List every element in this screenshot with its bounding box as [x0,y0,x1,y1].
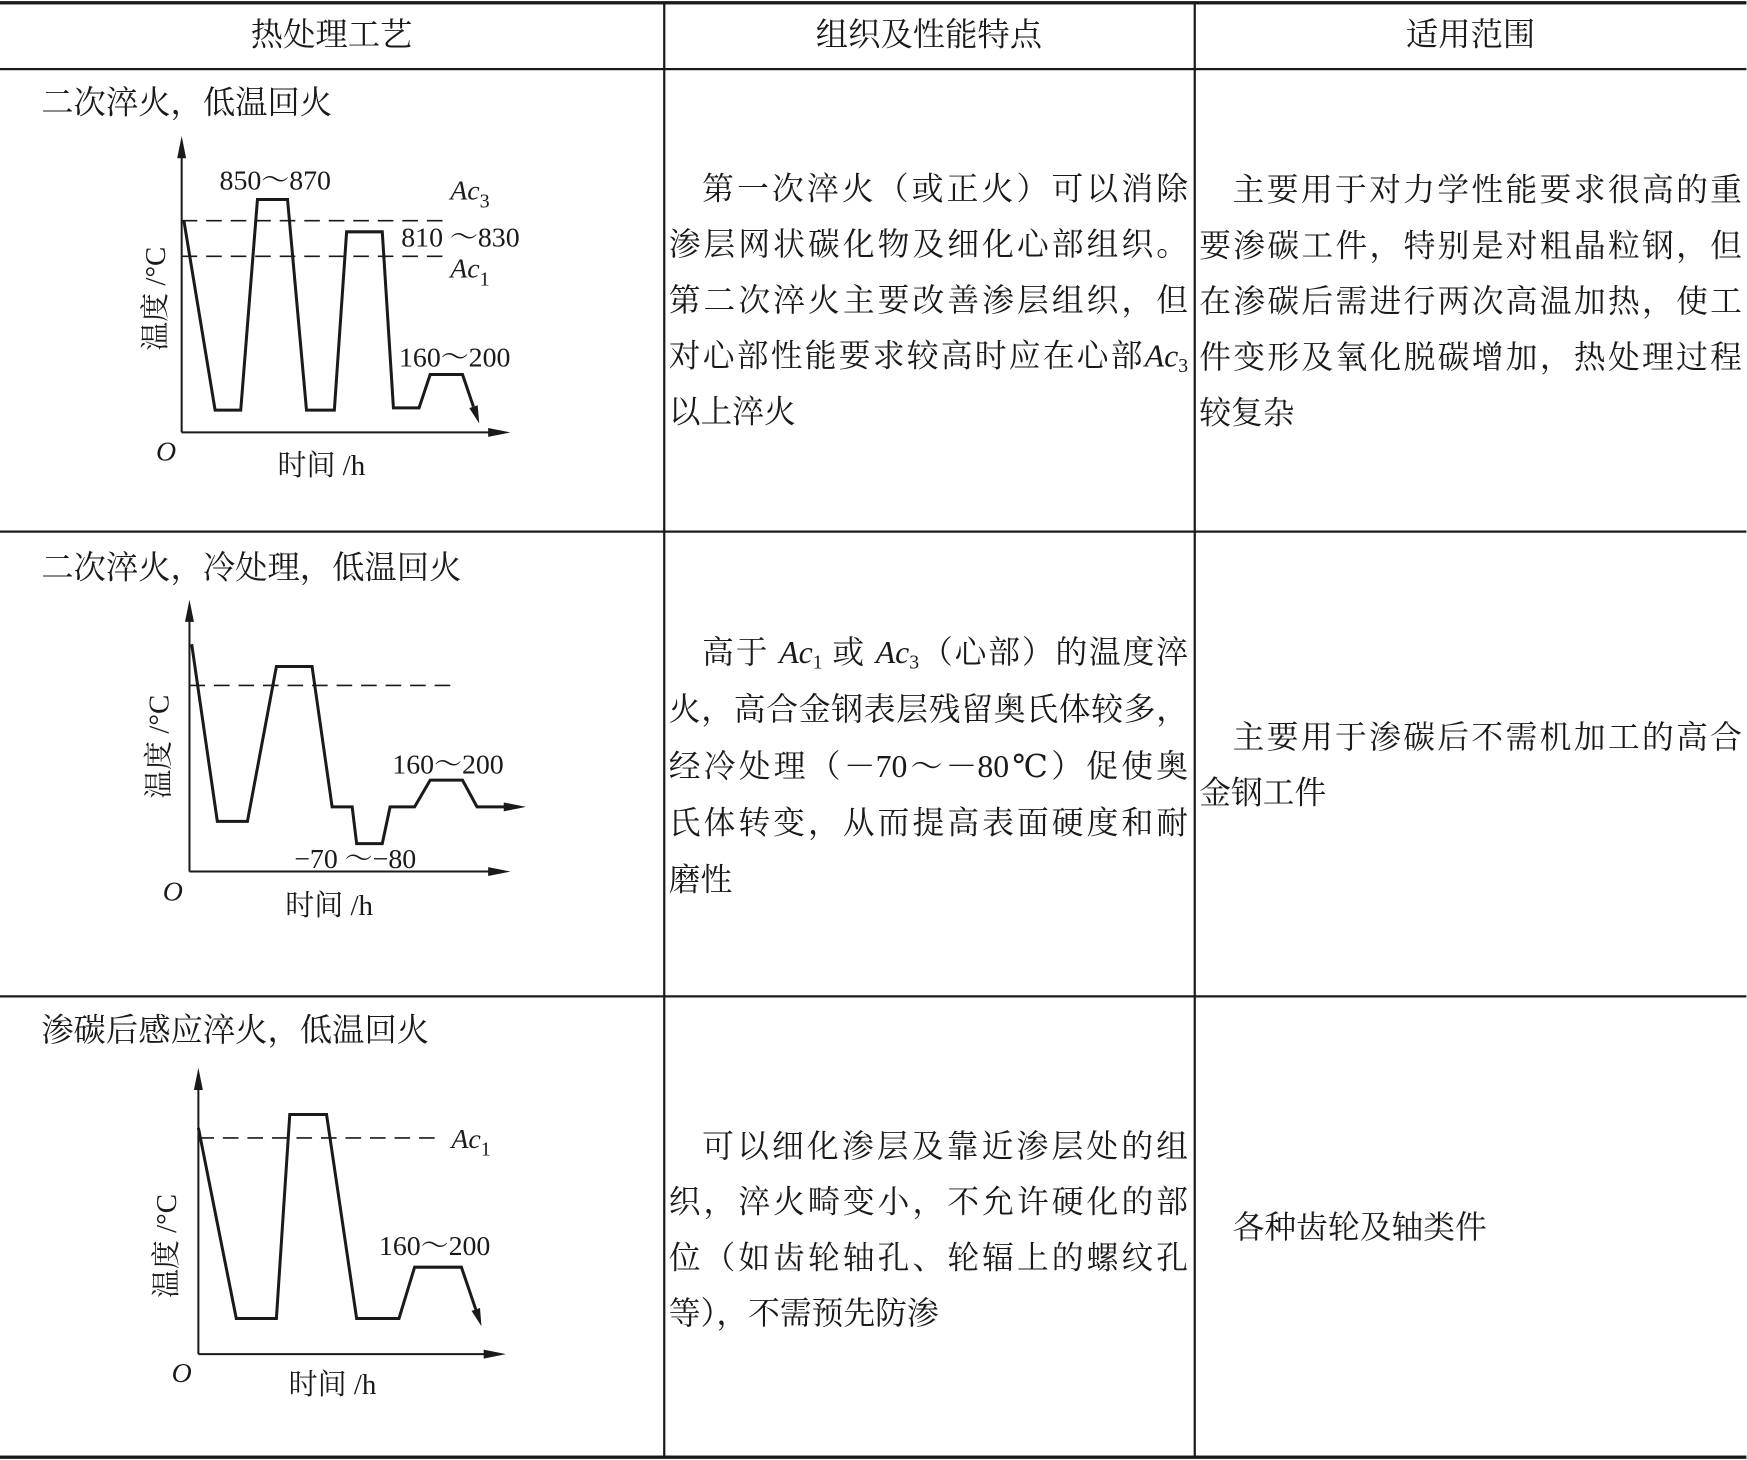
ac1-subscript: 1 [479,268,490,291]
text-line: 经冷处理（－70～－80℃）促使奥 [668,750,1189,785]
text-line: 主要用于对力学性能要求很高的重 [1232,173,1742,209]
y-axis-arrowhead [194,1068,203,1090]
curve-arrowhead [472,1308,482,1326]
curve-arrowhead [469,405,479,423]
ac-symbol: Ac [1144,339,1179,375]
features-cell [669,163,1188,442]
features-cell [669,625,1188,909]
text-segment: （心部）的温度淬 [919,636,1189,671]
scope-cell [1199,164,1742,443]
x-axis-arrowhead [484,1350,506,1359]
ac-subscript: 3 [1178,354,1189,377]
ac3-subscript: 3 [479,190,490,213]
y-axis-arrowhead [185,600,194,622]
process-title: 渗碳后感应淬火，低温回火 [41,1013,430,1049]
temper-temp-label: 160～200 [398,342,511,374]
ac-subscript: 3 [909,650,920,674]
column-divider [663,2,665,1456]
text-segment: 对心部性能要求较高时应在心部 [668,339,1145,375]
text-line: 火，高合金钢表层残留奥氏体较多， [668,693,1189,728]
ac1-subscript: 1 [480,1138,491,1161]
process-title: 二次淬火，低温回火 [41,85,333,122]
text-line: 在渗碳后需进行两次高温加热，使工 [1199,285,1742,320]
text-segment: 或 [832,636,866,671]
features-cell [669,1120,1188,1343]
text-line [669,625,1188,682]
origin-label: O [156,436,177,468]
ac-symbol: Ac [875,636,910,671]
text-line: 要渗碳工件，特别是对粗晶粒钢，但 [1199,229,1742,265]
y-axis-label: 温度 /°C [140,246,173,351]
text-line: 第二次淬火主要改善渗层组织，但 [668,284,1189,319]
heat-treatment-curve-diagram [0,996,663,1457]
x-axis-arrowhead [488,867,510,876]
temper-temp-label: 160～200 [378,1230,491,1262]
text-line: 位（如齿轮轴孔、轮辐上的螺纹孔 [668,1241,1189,1277]
scope-cell [1199,1201,1742,1257]
ac1-label [449,1124,490,1161]
ac-symbol: Ac [779,636,813,671]
text-line: 磨性 [668,863,733,899]
text-line: 以上淬火 [668,395,796,431]
x-axis-label: 时间 /h [285,890,374,923]
text-line: 件变形及氧化脱碳增加，热处理过程 [1199,341,1742,376]
table-top-rule [0,1,1746,4]
scope-cell [1199,711,1742,822]
text-line: 较复杂 [1199,396,1295,432]
ac3-symbol: Ac [450,175,480,207]
text-line: 等），不需预先防渗 [668,1297,939,1332]
first-quench-temp-label: 850～870 [219,165,332,197]
text-line: 可以细化渗层及靠近渗层处的组 [702,1130,1189,1165]
text-segment: 高于 [702,636,770,671]
text-line: 第一次淬火（或正火）可以消除 [702,172,1189,208]
y-axis-label: 温度 /°C [151,1193,184,1299]
text-line [669,330,1188,386]
second-quench-temp-label: 810 ～830 [401,222,520,254]
text-line: 主要用于渗碳后不需机加工的高合 [1232,721,1742,756]
text-line: 渗层网状碳化物及细化心部组织。 [668,228,1189,264]
temper-temp-label: 160～200 [392,749,504,781]
y-axis-arrowhead [177,136,186,158]
y-axis-label: 温度 /°C [143,694,176,799]
heat-treatment-curve-diagram [0,69,663,530]
text-line: 织，淬火畸变小，不允许硬化的部 [668,1185,1189,1221]
heat-treatment-curve-diagram [0,532,663,996]
header-features: 组织及性能特点 [815,17,1043,54]
x-axis-label: 时间 /h [288,1369,377,1402]
ac1-symbol: Ac [450,253,480,285]
header-process: 热处理工艺 [250,17,413,54]
curve-arrowhead [504,802,526,811]
x-axis-label: 时间 /h [277,449,366,482]
text-line: 各种齿轮及轴类件 [1232,1211,1487,1247]
x-axis-arrowhead [488,428,510,437]
temperature-curve [198,1115,475,1319]
text-line: 金钢工件 [1199,776,1327,812]
ac3-label [448,175,489,212]
cold-treatment-temp-label: −70 ～−80 [294,844,417,876]
header-scope: 适用范围 [1405,17,1536,54]
origin-label: O [162,876,183,908]
process-title: 二次淬火，冷处理，低温回火 [41,550,462,587]
ac1-symbol: Ac [451,1123,481,1155]
column-divider [1194,2,1196,1456]
origin-label: O [171,1357,192,1389]
ac1-label [448,254,489,291]
text-line: 氏体转变，从而提高表面硬度和耐 [668,806,1189,842]
ac-subscript: 1 [812,650,823,674]
temperature-curve [192,644,509,843]
